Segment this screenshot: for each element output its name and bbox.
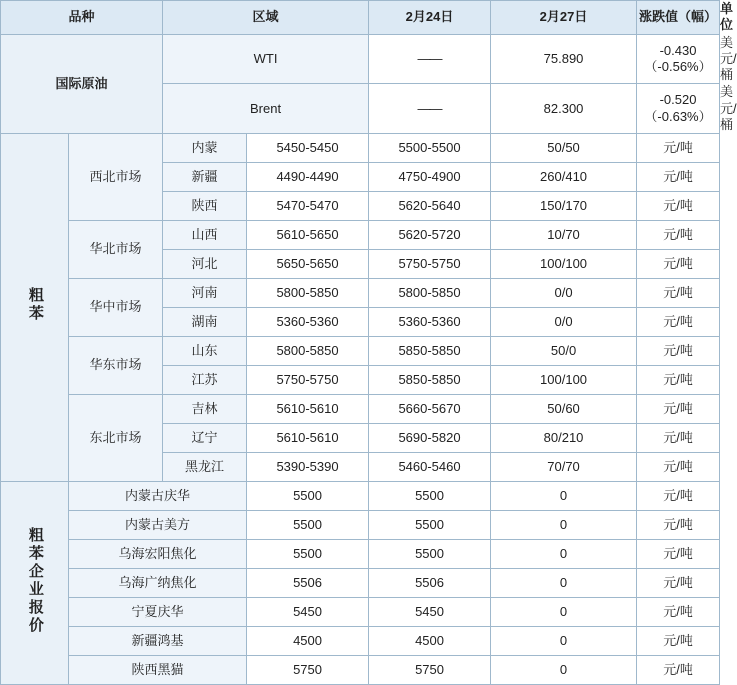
price-date2: 5500 xyxy=(369,482,491,511)
sub-region-label: 吉林 xyxy=(163,395,247,424)
price-date2: 5450 xyxy=(369,598,491,627)
price-date2: 5506 xyxy=(369,569,491,598)
table-row xyxy=(1,221,720,250)
unit-value: 元/吨 xyxy=(637,221,720,250)
table-row xyxy=(1,279,720,308)
price-date2: 5460-5460 xyxy=(369,453,491,482)
sub-region-label: 山西 xyxy=(163,221,247,250)
sub-region-label: 新疆 xyxy=(163,163,247,192)
header-cell-region: 区域 xyxy=(163,1,369,35)
company-name: 内蒙古美方 xyxy=(69,511,247,540)
company-name: 宁夏庆华 xyxy=(69,598,247,627)
unit-value: 元/吨 xyxy=(637,627,720,656)
unit-value: 元/吨 xyxy=(637,250,720,279)
row-label-brent: Brent xyxy=(163,84,369,134)
price-date2: 5500 xyxy=(369,511,491,540)
change-value: 10/70 xyxy=(491,221,637,250)
price-date1: 4500 xyxy=(247,627,369,656)
company-name: 新疆鸿基 xyxy=(69,627,247,656)
price-date2: 5690-5820 xyxy=(369,424,491,453)
price-date1: 5610-5650 xyxy=(247,221,369,250)
sub-region-label: 陕西 xyxy=(163,192,247,221)
company-name: 乌海广纳焦化 xyxy=(69,569,247,598)
change-value: 80/210 xyxy=(491,424,637,453)
unit-value: 元/吨 xyxy=(637,395,720,424)
price-date2: 5500 xyxy=(369,540,491,569)
change-value: 0 xyxy=(491,540,637,569)
unit-value: 元/吨 xyxy=(637,424,720,453)
unit-value: 元/吨 xyxy=(637,598,720,627)
price-date1: 5390-5390 xyxy=(247,453,369,482)
price-date2: 5850-5850 xyxy=(369,366,491,395)
region-east: 华东市场 xyxy=(69,337,163,395)
wti-change: -0.430（-0.56%） xyxy=(637,34,720,84)
region-north: 华北市场 xyxy=(69,221,163,279)
sub-region-label: 河南 xyxy=(163,279,247,308)
price-date2: 5850-5850 xyxy=(369,337,491,366)
change-value: 0/0 xyxy=(491,308,637,337)
category-crude-oil: 国际原油 xyxy=(1,34,163,134)
price-date1: 5500 xyxy=(247,482,369,511)
change-value: 100/100 xyxy=(491,366,637,395)
sub-region-label: 内蒙 xyxy=(163,134,247,163)
sub-region-label: 湖南 xyxy=(163,308,247,337)
price-date1: 5500 xyxy=(247,540,369,569)
row-label-wti: WTI xyxy=(163,34,369,84)
price-date1: 5450-5450 xyxy=(247,134,369,163)
category-crude-benzene-label: 粗苯 xyxy=(26,287,44,324)
unit-value: 元/吨 xyxy=(637,540,720,569)
category-crude-benzene xyxy=(1,134,69,482)
table-row xyxy=(1,337,720,366)
table-row xyxy=(1,627,720,656)
price-date2: 5660-5670 xyxy=(369,395,491,424)
price-date2: 5620-5720 xyxy=(369,221,491,250)
wti-price-date1: —— xyxy=(369,34,491,84)
price-date1: 5610-5610 xyxy=(247,395,369,424)
sub-region-label: 山东 xyxy=(163,337,247,366)
price-date1: 5450 xyxy=(247,598,369,627)
category-company-quotes xyxy=(1,482,69,685)
price-date1: 4490-4490 xyxy=(247,163,369,192)
change-value: 0 xyxy=(491,598,637,627)
header-cell-variety: 品种 xyxy=(1,1,163,35)
price-date1: 5500 xyxy=(247,511,369,540)
company-name: 内蒙古庆华 xyxy=(69,482,247,511)
brent-price-date2: 82.300 xyxy=(491,84,637,134)
sub-region-label: 黑龙江 xyxy=(163,453,247,482)
header-cell-date2: 2月27日 xyxy=(491,1,637,35)
unit-value: 元/吨 xyxy=(637,569,720,598)
table-row: Brent —— 82.300 -0.520（-0.63%） 美元/桶 xyxy=(1,84,720,134)
change-value: 0 xyxy=(491,511,637,540)
change-value: 0 xyxy=(491,656,637,685)
table-row xyxy=(1,482,720,511)
change-value: 150/170 xyxy=(491,192,637,221)
change-value: 0 xyxy=(491,569,637,598)
unit-value: 元/吨 xyxy=(637,656,720,685)
table-row xyxy=(1,395,720,424)
table-row xyxy=(1,598,720,627)
unit-value: 元/吨 xyxy=(637,192,720,221)
price-date2: 5750 xyxy=(369,656,491,685)
change-value: 0/0 xyxy=(491,279,637,308)
change-value: 100/100 xyxy=(491,250,637,279)
unit-value: 元/吨 xyxy=(637,453,720,482)
price-date1: 5800-5850 xyxy=(247,279,369,308)
price-date1: 5650-5650 xyxy=(247,250,369,279)
unit-value: 元/吨 xyxy=(637,482,720,511)
brent-price-date1: —— xyxy=(369,84,491,134)
company-name: 乌海宏阳焦化 xyxy=(69,540,247,569)
unit-value: 元/吨 xyxy=(637,366,720,395)
brent-change: -0.520（-0.63%） xyxy=(637,84,720,134)
price-date2: 5620-5640 xyxy=(369,192,491,221)
region-northeast: 东北市场 xyxy=(69,395,163,482)
change-value: 50/50 xyxy=(491,134,637,163)
wti-price-date2: 75.890 xyxy=(491,34,637,84)
change-value: 50/60 xyxy=(491,395,637,424)
table-row xyxy=(1,656,720,685)
price-date2: 5360-5360 xyxy=(369,308,491,337)
table-row xyxy=(1,569,720,598)
unit-value: 元/吨 xyxy=(637,308,720,337)
price-date1: 5506 xyxy=(247,569,369,598)
header-cell-change: 涨跌值（幅） xyxy=(637,1,720,35)
unit-value: 元/吨 xyxy=(637,279,720,308)
price-date1: 5750-5750 xyxy=(247,366,369,395)
change-value: 70/70 xyxy=(491,453,637,482)
price-date2: 4750-4900 xyxy=(369,163,491,192)
category-company-quotes-label: 粗苯企业报价 xyxy=(26,526,44,635)
table-row xyxy=(1,134,720,163)
price-date2: 5750-5750 xyxy=(369,250,491,279)
price-date1: 5360-5360 xyxy=(247,308,369,337)
unit-value: 元/吨 xyxy=(637,134,720,163)
unit-value: 元/吨 xyxy=(637,337,720,366)
table-row: 国际原油 WTI —— 75.890 -0.430（-0.56%） 美元/桶 xyxy=(1,34,720,84)
change-value: 260/410 xyxy=(491,163,637,192)
table-row xyxy=(1,511,720,540)
sub-region-label: 辽宁 xyxy=(163,424,247,453)
change-value: 50/0 xyxy=(491,337,637,366)
price-date2: 5800-5850 xyxy=(369,279,491,308)
unit-value: 元/吨 xyxy=(637,163,720,192)
price-date1: 5750 xyxy=(247,656,369,685)
unit-value: 元/吨 xyxy=(637,511,720,540)
price-date2: 5500-5500 xyxy=(369,134,491,163)
sub-region-label: 河北 xyxy=(163,250,247,279)
header-cell-date1: 2月24日 xyxy=(369,1,491,35)
change-value: 0 xyxy=(491,482,637,511)
table-header-row: 品种 区域 2月24日 2月27日 涨跌值（幅） 单位 xyxy=(1,1,720,35)
table-row xyxy=(1,540,720,569)
region-northwest: 西北市场 xyxy=(69,134,163,221)
price-date1: 5470-5470 xyxy=(247,192,369,221)
sub-region-label: 江苏 xyxy=(163,366,247,395)
change-value: 0 xyxy=(491,627,637,656)
price-date2: 4500 xyxy=(369,627,491,656)
price-date1: 5610-5610 xyxy=(247,424,369,453)
price-date1: 5800-5850 xyxy=(247,337,369,366)
region-central: 华中市场 xyxy=(69,279,163,337)
company-name: 陕西黑猫 xyxy=(69,656,247,685)
